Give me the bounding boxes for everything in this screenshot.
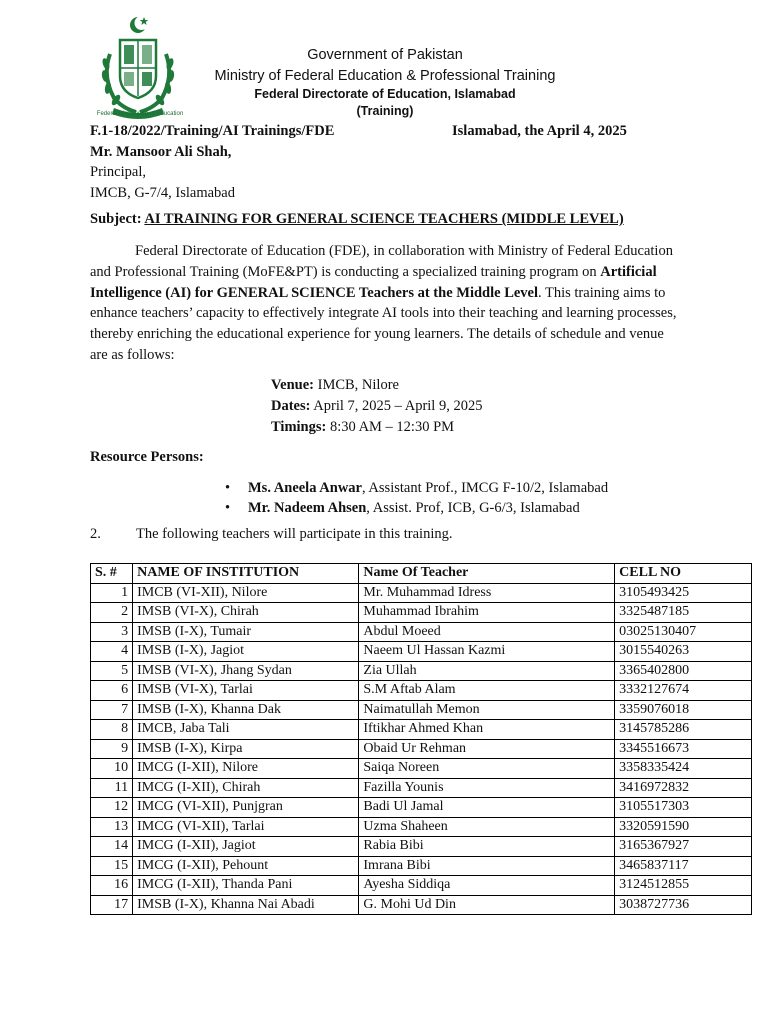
cell-number-cell: 3359076018 xyxy=(615,700,752,720)
teacher-cell: Uzma Shaheen xyxy=(359,817,615,837)
table-row xyxy=(91,876,752,896)
serial-cell: 1 xyxy=(91,583,133,603)
venue-value: IMCB, Nilore xyxy=(313,377,399,393)
serial-cell: 11 xyxy=(91,778,133,798)
cell-number-cell: 3358335424 xyxy=(615,759,752,779)
institution-cell: IMCG (I-XII), Thanda Pani xyxy=(133,876,359,896)
institution-cell: IMSB (I-X), Khanna Nai Abadi xyxy=(133,895,359,915)
table-row xyxy=(91,700,752,720)
institution-cell: IMCG (I-XII), Pehount xyxy=(133,856,359,876)
teacher-cell: Rabia Bibi xyxy=(359,837,615,857)
header-cell: CELL NO xyxy=(615,564,752,584)
teacher-cell: Muhammad Ibrahim xyxy=(359,603,615,623)
table-row xyxy=(91,837,752,857)
serial-cell: 12 xyxy=(91,798,133,818)
table-header-row xyxy=(91,564,752,584)
teacher-cell: Abdul Moeed xyxy=(359,622,615,642)
resource-persons-title: Resource Persons: xyxy=(90,449,204,465)
serial-cell: 2 xyxy=(91,603,133,623)
cell-number-cell: 3038727736 xyxy=(615,895,752,915)
teacher-cell: Naeem Ul Hassan Kazmi xyxy=(359,642,615,662)
resource-person-detail: , Assistant Prof., IMCG F-10/2, Islamabad xyxy=(361,480,609,496)
table-row xyxy=(91,817,752,837)
table-row xyxy=(91,603,752,623)
addressee-designation: Principal, xyxy=(90,164,146,180)
institution-cell: IMCG (VI-XII), Punjgran xyxy=(133,798,359,818)
serial-cell: 17 xyxy=(91,895,133,915)
header-institution: NAME OF INSTITUTION xyxy=(133,564,359,584)
venue-label: Venue: xyxy=(271,377,314,393)
serial-cell: 13 xyxy=(91,817,133,837)
table-row xyxy=(91,895,752,915)
cell-number-cell: 3345516673 xyxy=(615,739,752,759)
header-ministry: Ministry of Federal Education & Professional Training xyxy=(214,68,556,84)
paragraph-number: 2. xyxy=(90,526,101,542)
serial-cell: 10 xyxy=(91,759,133,779)
reference-number: F.1-18/2022/Training/AI Trainings/FDE xyxy=(90,123,335,139)
table-row xyxy=(91,681,752,701)
bullet-icon: • xyxy=(225,500,231,516)
table-row xyxy=(91,661,752,681)
teacher-cell: Zia Ullah xyxy=(359,661,615,681)
table-row xyxy=(91,759,752,779)
cell-number-cell: 3124512855 xyxy=(615,876,752,896)
serial-cell: 8 xyxy=(91,720,133,740)
cell-number-cell: 3416972832 xyxy=(615,778,752,798)
table-row xyxy=(91,778,752,798)
teacher-cell: Ayesha Siddiqa xyxy=(359,876,615,896)
cell-number-cell: 3465837117 xyxy=(615,856,752,876)
institution-cell: IMCB, Jaba Tali xyxy=(133,720,359,740)
subject-line xyxy=(90,211,624,228)
cell-number-cell: 3015540263 xyxy=(615,642,752,662)
body-text-1: Federal Directorate of Education (FDE), in collaboration with Ministry of Federal Education and Professional Training (MoFE&PT) is conducting a specialized training program on xyxy=(90,243,673,280)
serial-cell: 6 xyxy=(91,681,133,701)
participants-table xyxy=(90,563,752,915)
bullet-icon: • xyxy=(225,480,231,496)
addressee-name: Mr. Mansoor Ali Shah, xyxy=(90,144,232,160)
subject-label: Subject: xyxy=(90,211,142,227)
teacher-cell: G. Mohi Ud Din xyxy=(359,895,615,915)
addressee-institution: IMCB, G-7/4, Islamabad xyxy=(90,185,235,201)
cell-number-cell: 3332127674 xyxy=(615,681,752,701)
table-row xyxy=(91,739,752,759)
cell-number-cell: 3105517303 xyxy=(615,798,752,818)
body-paragraph xyxy=(90,241,680,366)
subject-text: AI TRAINING FOR GENERAL SCIENCE TEACHERS (MIDDLE LEVEL) xyxy=(144,211,624,227)
cell-number-cell: 03025130407 xyxy=(615,622,752,642)
serial-cell: 14 xyxy=(91,837,133,857)
state-emblem-icon xyxy=(92,14,184,122)
table-row xyxy=(91,642,752,662)
resource-person-name: Mr. Nadeem Ahsen xyxy=(248,500,367,516)
institution-cell: IMCG (I-XII), Chirah xyxy=(133,778,359,798)
header-government: Government of Pakistan xyxy=(307,47,463,63)
teacher-cell: Imrana Bibi xyxy=(359,856,615,876)
dates-line xyxy=(271,396,482,417)
dates-value: April 7, 2025 – April 9, 2025 xyxy=(310,398,483,414)
teacher-cell: S.M Aftab Alam xyxy=(359,681,615,701)
teacher-cell: Naimatullah Memon xyxy=(359,700,615,720)
cell-number-cell: 3145785286 xyxy=(615,720,752,740)
institution-cell: IMSB (I-X), Khanna Dak xyxy=(133,700,359,720)
cell-number-cell: 3365402800 xyxy=(615,661,752,681)
cell-number-cell: 3165367927 xyxy=(615,837,752,857)
serial-cell: 15 xyxy=(91,856,133,876)
institution-cell: IMSB (I-X), Tumair xyxy=(133,622,359,642)
list-item xyxy=(225,480,608,497)
body-text-bold: Artificial Intelligence (AI) for GENERAL SCIENCE Teachers at the Middle Level xyxy=(90,263,657,301)
institution-cell: IMCG (I-XII), Jagiot xyxy=(133,837,359,857)
institution-cell: IMCB (VI-XII), Nilore xyxy=(133,583,359,603)
list-item xyxy=(225,500,580,517)
timings-value: 8:30 AM – 12:30 PM xyxy=(326,419,455,435)
teacher-cell: Obaid Ur Rehman xyxy=(359,739,615,759)
institution-cell: IMSB (VI-X), Tarlai xyxy=(133,681,359,701)
teacher-cell: Saiqa Noreen xyxy=(359,759,615,779)
paragraph-two-text: The following teachers will participate in this training. xyxy=(136,526,453,542)
table-body xyxy=(91,583,752,915)
table-row xyxy=(91,583,752,603)
institution-cell: IMCG (VI-XII), Tarlai xyxy=(133,817,359,837)
header-serial: S. # xyxy=(91,564,133,584)
serial-cell: 5 xyxy=(91,661,133,681)
dates-label: Dates: xyxy=(271,398,311,414)
emblem-caption: Federal Directorate of Education xyxy=(96,111,184,117)
table-row xyxy=(91,720,752,740)
institution-cell: IMSB (VI-X), Jhang Sydan xyxy=(133,661,359,681)
body-text-2: . This training aims to enhance teachers’ capacity to effectively integrate AI tools into their teaching and learning processes, thereby enriching the educational experience for young learners. The details of schedule and venue are as follows: xyxy=(90,284,677,363)
venue-line xyxy=(271,375,399,396)
cell-number-cell: 3325487185 xyxy=(615,603,752,623)
institution-cell: IMSB (I-X), Kirpa xyxy=(133,739,359,759)
serial-cell: 7 xyxy=(91,700,133,720)
resource-person-name: Ms. Aneela Anwar xyxy=(248,480,362,496)
teacher-cell: Iftikhar Ahmed Khan xyxy=(359,720,615,740)
header-teacher: Name Of Teacher xyxy=(359,564,615,584)
institution-cell: IMCG (I-XII), Nilore xyxy=(133,759,359,779)
teacher-cell: Mr. Muhammad Idress xyxy=(359,583,615,603)
table-row xyxy=(91,798,752,818)
table-row xyxy=(91,622,752,642)
serial-cell: 16 xyxy=(91,876,133,896)
table-row xyxy=(91,856,752,876)
resource-person-detail: , Assist. Prof, ICB, G-6/3, Islamabad xyxy=(366,500,580,516)
institution-cell: IMSB (VI-X), Chirah xyxy=(133,603,359,623)
cell-number-cell: 3105493425 xyxy=(615,583,752,603)
serial-cell: 9 xyxy=(91,739,133,759)
cell-number-cell: 3320591590 xyxy=(615,817,752,837)
teacher-cell: Badi Ul Jamal xyxy=(359,798,615,818)
teacher-cell: Fazilla Younis xyxy=(359,778,615,798)
institution-cell: IMSB (I-X), Jagiot xyxy=(133,642,359,662)
letter-date: Islamabad, the April 4, 2025 xyxy=(452,123,627,139)
timings-line xyxy=(271,417,454,438)
serial-cell: 4 xyxy=(91,642,133,662)
serial-cell: 3 xyxy=(91,622,133,642)
timings-label: Timings: xyxy=(271,419,327,435)
paragraph-two xyxy=(90,526,453,543)
header-directorate: Federal Directorate of Education, Islamabad xyxy=(254,87,516,101)
header-section: (Training) xyxy=(356,104,414,118)
